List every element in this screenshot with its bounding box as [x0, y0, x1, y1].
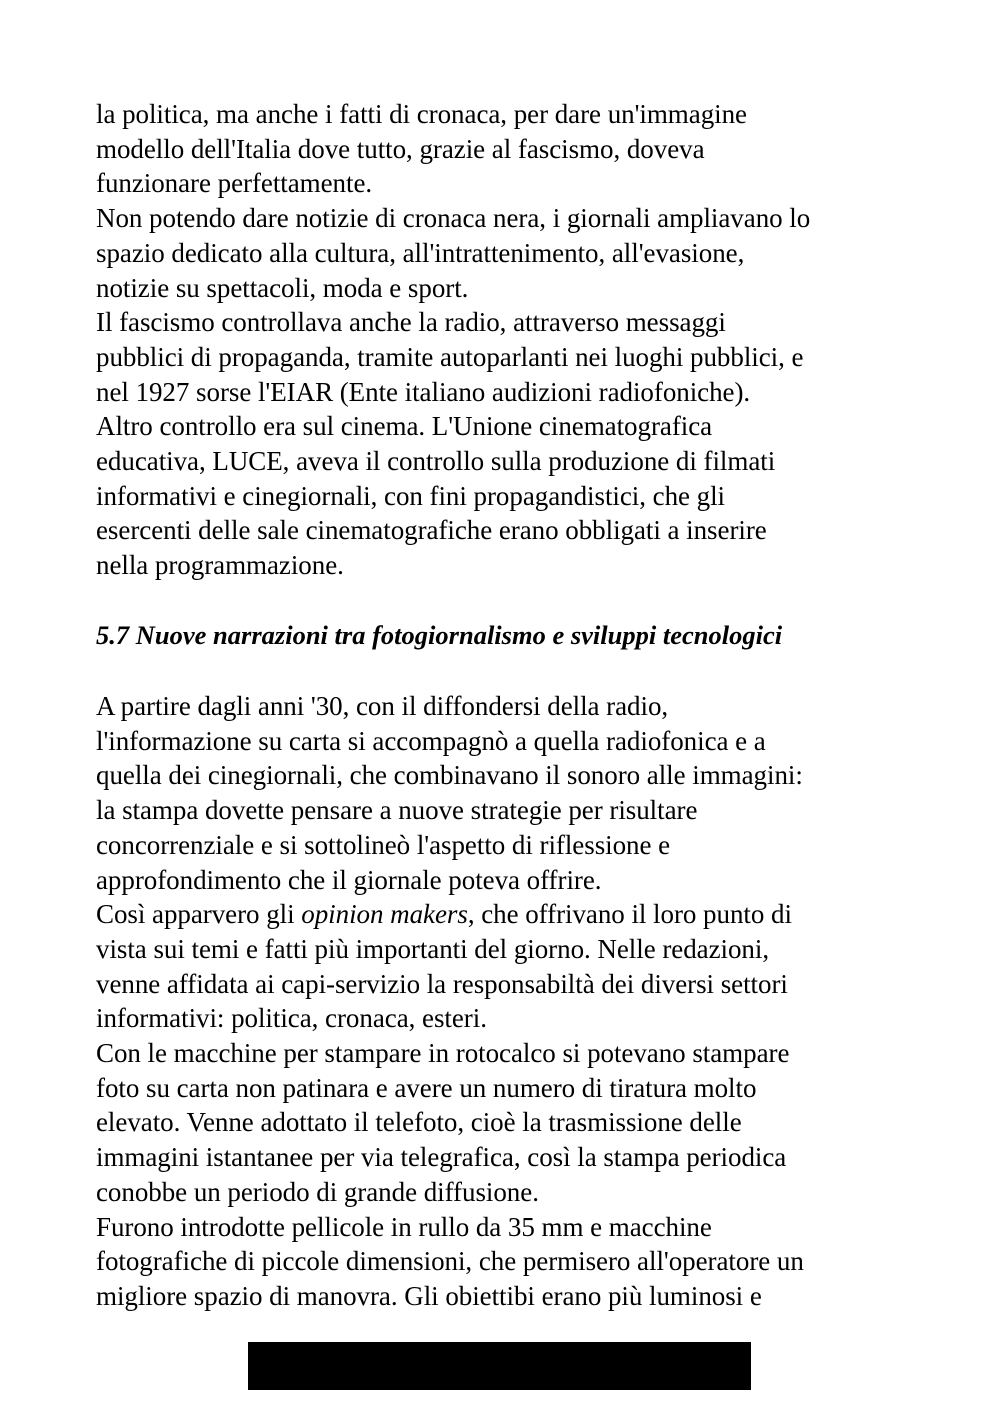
- italic-term: opinion makers: [301, 899, 468, 930]
- text-segment: , che offrivano il loro punto di: [467, 899, 792, 930]
- text-line: nel 1927 sorse l'EIAR (Ente italiano audizioni radiofoniche).: [96, 376, 751, 407]
- text-line: spazio dedicato alla cultura, all'intrattenimento, all'evasione,: [96, 237, 745, 268]
- text-line: approfondimento che il giornale poteva offrire.: [96, 864, 602, 895]
- text-line: Non potendo dare notizie di cronaca nera, i giornali ampliavano lo: [96, 203, 811, 234]
- text-line: informativi: politica, cronaca, esteri.: [96, 1003, 487, 1034]
- text-line: conobbe un periodo di grande diffusione.: [96, 1176, 539, 1207]
- text-line: Con le macchine per stampare in rotocalco si potevano stampare: [96, 1038, 790, 1069]
- text-line: fotografiche di piccole dimensioni, che permisero all'operatore un: [96, 1246, 804, 1277]
- text-line: Furono introdotte pellicole in rullo da 35 mm e macchine: [96, 1211, 712, 1242]
- text-line: la politica, ma anche i fatti di cronaca, per dare un'immagine: [96, 99, 747, 129]
- text-line: foto su carta non patinara e avere un numero di tiratura molto: [96, 1072, 757, 1103]
- text-line: notizie su spettacoli, moda e sport.: [96, 272, 469, 303]
- text-line: A partire dagli anni '30, con il diffondersi della radio,: [96, 691, 669, 721]
- text-line-with-italic: [96, 897, 956, 932]
- text-line: immagini istantanee per via telegrafica, così la stampa periodica: [96, 1142, 787, 1173]
- text-line: venne affidata ai capi-servizio la responsabiltà dei diversi settori: [96, 968, 788, 999]
- section-heading: 5.7 Nuove narrazioni tra fotogiornalismo e sviluppi tecnologici: [96, 620, 783, 650]
- text-line: l'informazione su carta si accompagnò a quella radiofonica e a: [96, 725, 766, 756]
- text-line: quella dei cinegiornali, che combinavano il sonoro alle immagini:: [96, 760, 803, 791]
- text-line: Il fascismo controllava anche la radio, attraverso messaggi: [96, 307, 726, 338]
- text-line: esercenti delle sale cinematografiche erano obbligati a inserire: [96, 515, 767, 546]
- text-line: modello dell'Italia dove tutto, grazie al fascismo, doveva: [96, 133, 705, 164]
- text-line: concorrenziale e si sottolineò l'aspetto di riflessione e: [96, 829, 671, 860]
- body-text-top: [96, 97, 956, 583]
- text-line: nella programmazione.: [96, 550, 344, 581]
- text-segment: Così apparvero gli: [96, 899, 302, 930]
- text-line: migliore spazio di manovra. Gli obiettibi erano più luminosi e: [96, 1280, 762, 1311]
- text-line: vista sui temi e fatti più importanti del giorno. Nelle redazioni,: [96, 933, 770, 964]
- text-line: pubblici di propaganda, tramite autoparlanti nei luoghi pubblici, e: [96, 341, 804, 372]
- redaction-bar: [248, 1342, 751, 1390]
- text-line: elevato. Venne adottato il telefoto, cioè la trasmissione delle: [96, 1107, 742, 1138]
- text-line: educativa, LUCE, aveva il controllo sulla produzione di filmati: [96, 446, 776, 477]
- text-line: informativi e cinegiornali, con fini propagandistici, che gli: [96, 480, 726, 511]
- text-line: funzionare perfettamente.: [96, 168, 373, 199]
- text-line: la stampa dovette pensare a nuove strategie per risultare: [96, 795, 698, 826]
- body-text-bottom: [96, 689, 956, 1314]
- text-line: Altro controllo era sul cinema. L'Unione cinematografica: [96, 411, 713, 442]
